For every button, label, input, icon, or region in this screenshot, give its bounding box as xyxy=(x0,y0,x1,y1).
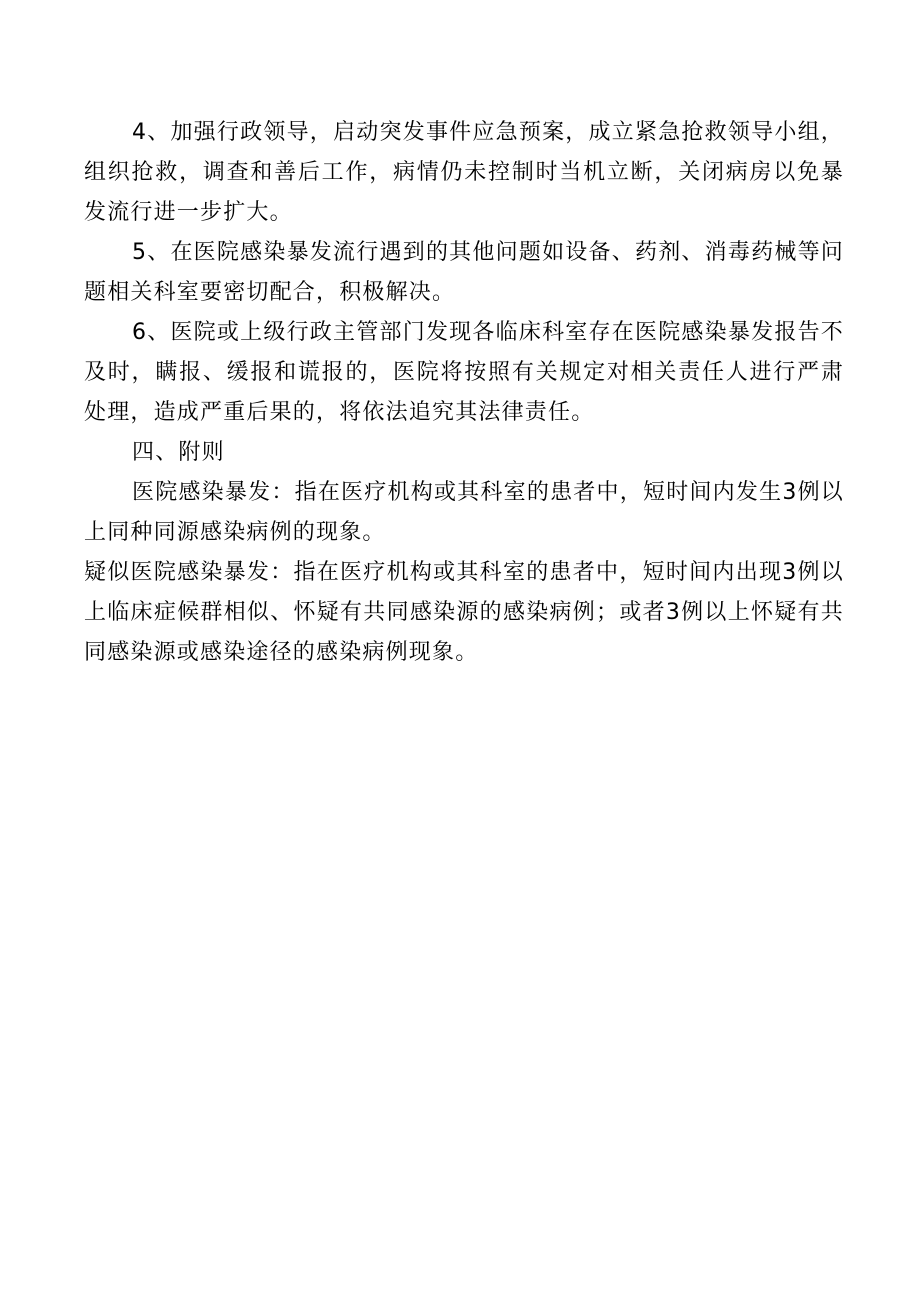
definition-suspected-outbreak: 疑似医院感染暴发：指在医疗机构或其科室的患者中，短时间内出现3例以上临床症候群相似、怀疑有共同感染源的感染病例；或者3例以上怀疑有共同感染源或感染途径的感染病例现象。 xyxy=(84,560,844,665)
definition-outbreak: 医院感染暴发：指在医疗机构或其科室的患者中，短时间内发生3例以上同种同源感染病例的现象。 xyxy=(84,480,844,545)
paragraph-item-6: 6、医院或上级行政主管部门发现各临床科室存在医院感染暴发报告不及时，瞒报、缓报和谎报的，医院将按照有关规定对相关责任人进行严肃处理，造成严重后果的，将依法追究其法律责任。 xyxy=(84,320,844,425)
document-body xyxy=(84,113,844,673)
paragraph-item-4: 4、加强行政领导，启动突发事件应急预案，成立紧急抢救领导小组，组织抢救，调查和善后工作，病情仍未控制时当机立断，关闭病房以免暴发流行进一步扩大。 xyxy=(84,120,844,225)
paragraph-item-5: 5、在医院感染暴发流行遇到的其他问题如设备、药剂、消毒药械等问题相关科室要密切配合，积极解决。 xyxy=(84,240,844,305)
section-heading-appendix: 四、附则 xyxy=(132,440,225,465)
